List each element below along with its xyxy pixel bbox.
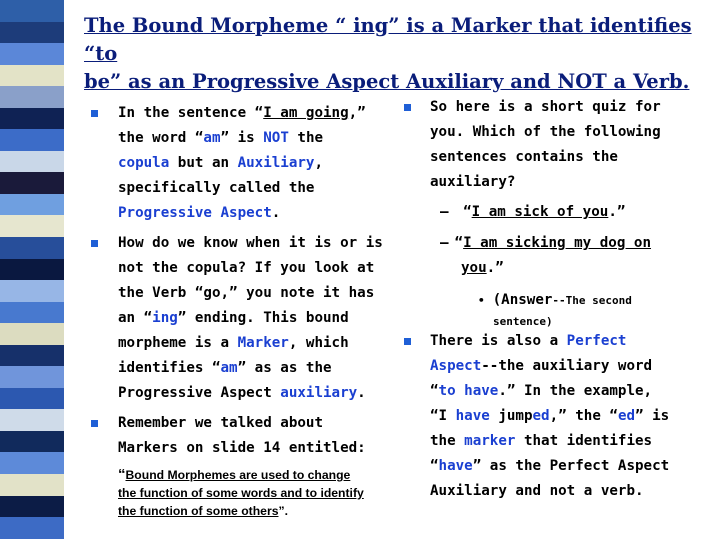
slide-title	[84, 12, 704, 96]
stripe-block	[0, 452, 64, 474]
stripe-block	[0, 280, 64, 302]
left-bullet-1: In the sentence “I am going,” the word “am” is NOT the copula but an Auxiliary, specifically called the Progressive Aspect.	[118, 105, 366, 221]
stripe-block	[0, 108, 64, 130]
left-bullet-2: How do we know when it is or is not the copula? If you look at the Verb “go,” you note it has an “ing” ending. This bound morpheme is a Marker, which identifies “am” as as the Progressive Aspect auxiliary.	[118, 235, 383, 401]
stripe-block	[0, 129, 64, 151]
stripe-block	[0, 151, 64, 173]
quoted-slide-title: “Bound Morphemes are used to change the function of some words and to identify the function of some others”.	[118, 466, 364, 518]
answer-note: • (Answer--The second sentence)	[478, 292, 632, 328]
stripe-block	[0, 496, 64, 518]
right-bullet-1: So here is a short quiz for you. Which of the following sentences contains the auxiliary?	[430, 99, 661, 190]
stripe-block	[0, 302, 64, 324]
stripe-block	[0, 194, 64, 216]
stripe-block	[0, 215, 64, 237]
stripe-block	[0, 366, 64, 388]
bullet-marker	[91, 420, 98, 427]
dash-marker: –	[440, 235, 449, 251]
stripe-block	[0, 172, 64, 194]
bullet-marker	[91, 240, 98, 247]
stripe-block	[0, 86, 64, 108]
stripe-block	[0, 43, 64, 65]
left-bullet-3: Remember we talked about Markers on slide 14 entitled:	[118, 415, 366, 456]
quiz-option-1: – “I am sick of you.”	[440, 204, 626, 220]
stripe-block	[0, 65, 64, 87]
bullet-marker	[404, 338, 411, 345]
stripe-block	[0, 22, 64, 44]
stripe-block	[0, 409, 64, 431]
stripe-block	[0, 345, 64, 367]
bullet-marker	[404, 104, 411, 111]
title-line-2: be” as an Progressive Aspect Auxiliary and NOT a Verb.	[84, 70, 690, 93]
right-bullet-2: There is also a Perfect Aspect--the auxiliary word “to have.” In the example, “I have jumped,” the “ed” is the marker that identifies “have” as the Perfect Aspect Auxiliary and not a verb.	[430, 333, 670, 499]
dash-marker: –	[440, 204, 449, 220]
quiz-option-2: – “I am sicking my dog on you.”	[440, 235, 652, 276]
decorative-stripe	[0, 0, 64, 539]
stripe-block	[0, 237, 64, 259]
stripe-block	[0, 517, 64, 539]
bullet-marker	[91, 110, 98, 117]
stripe-block	[0, 323, 64, 345]
stripe-block	[0, 0, 64, 22]
stripe-block	[0, 431, 64, 453]
title-line-1: The Bound Morpheme “ ing” is a Marker that identifies “to	[84, 14, 692, 65]
stripe-block	[0, 388, 64, 410]
stripe-block	[0, 259, 64, 281]
stripe-block	[0, 474, 64, 496]
